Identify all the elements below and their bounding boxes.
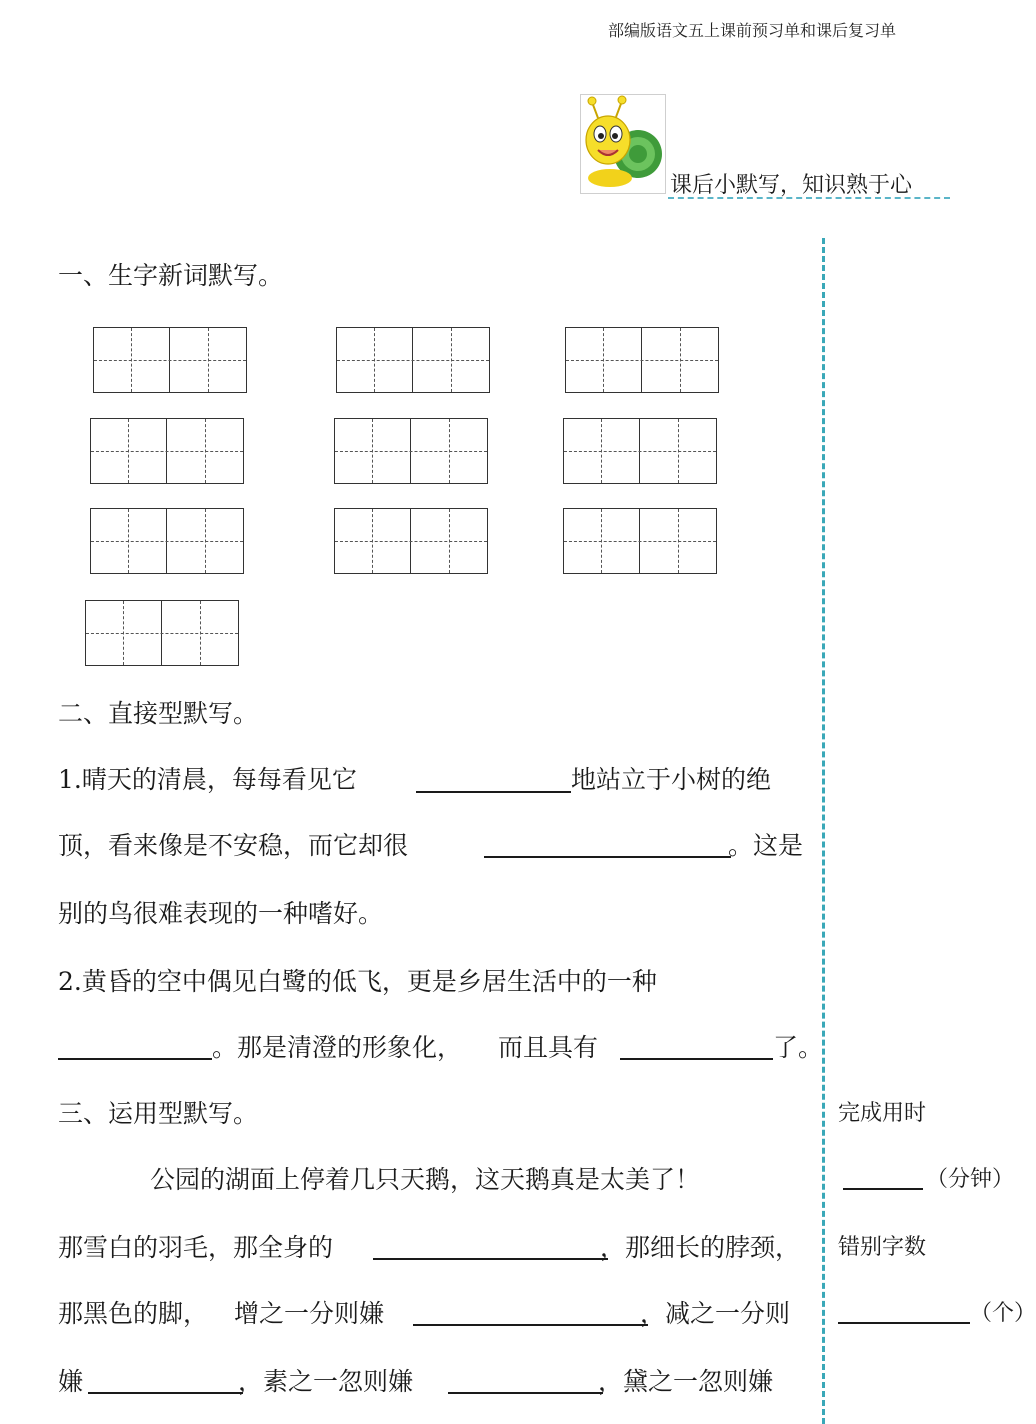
page-header: 部编版语文五上课前预习单和课后复习单	[608, 21, 897, 40]
answer-blank[interactable]	[620, 1058, 773, 1060]
snail-mascot-icon	[580, 94, 666, 194]
s3-text-d: 那黑色的脚，	[58, 1299, 209, 1328]
q1-text-b: 地站立于小树的绝	[571, 765, 772, 794]
s3-text-h: ，素之一忽则嫌	[238, 1367, 414, 1396]
character-grid-box[interactable]	[334, 418, 488, 484]
character-grid-box[interactable]	[563, 508, 717, 574]
character-grid-box[interactable]	[563, 418, 717, 484]
character-grid-box[interactable]	[565, 327, 719, 393]
answer-blank[interactable]	[58, 1058, 212, 1060]
errors-unit: （个）	[970, 1301, 1036, 1326]
q2-text-d: 了。	[773, 1033, 824, 1062]
s3-text-g: 嫌	[58, 1367, 84, 1396]
s3-text-f: ，减之一分则	[640, 1299, 791, 1328]
s3-text-b: 那雪白的羽毛，那全身的	[58, 1233, 334, 1262]
q1-text-d: 。这是	[728, 831, 804, 860]
q2-text-c: 而且具有	[498, 1033, 599, 1062]
section3-title: 三、运用型默写。	[58, 1099, 259, 1128]
q1-text-e: 别的鸟很难表现的一种嗜好。	[58, 899, 384, 928]
q2-text-b: 。那是清澄的形象化，	[212, 1033, 463, 1062]
answer-blank[interactable]	[88, 1392, 243, 1394]
s3-text-i: ，黛之一忽则嫌	[598, 1367, 774, 1396]
character-grid-box[interactable]	[90, 508, 244, 574]
s3-text-e: 增之一分则嫌	[234, 1299, 385, 1328]
time-unit: （分钟）	[926, 1167, 1015, 1192]
time-label: 完成用时	[838, 1101, 927, 1126]
character-grid-box[interactable]	[90, 418, 244, 484]
s3-text-a: 公园的湖面上停着几只天鹅，这天鹅真是太美了！	[150, 1165, 701, 1194]
q2-text-a: 2.黄昏的空中偶见白鹭的低飞，更是乡居生活中的一种	[58, 967, 657, 996]
q1-text-c: 顶，看来像是不安稳，而它却很	[58, 831, 409, 860]
character-grid-box[interactable]	[336, 327, 490, 393]
answer-blank[interactable]	[484, 856, 731, 858]
character-grid-box[interactable]	[85, 600, 239, 666]
s3-text-c: ，那细长的脖颈，	[600, 1233, 801, 1262]
errors-input-line[interactable]	[838, 1322, 970, 1324]
slogan-text: 课后小默写，知识熟于心	[670, 173, 913, 198]
answer-blank[interactable]	[448, 1392, 603, 1394]
answer-blank[interactable]	[373, 1258, 608, 1260]
slogan-underline	[668, 197, 950, 199]
section2-title: 二、直接型默写。	[58, 699, 259, 728]
character-grid-box[interactable]	[93, 327, 247, 393]
q1-text-a: 1.晴天的清晨，每每看见它	[58, 765, 357, 794]
section1-title: 一、生字新词默写。	[58, 261, 284, 290]
answer-blank[interactable]	[416, 791, 571, 793]
answer-blank[interactable]	[413, 1324, 648, 1326]
time-input-line[interactable]	[843, 1188, 923, 1190]
margin-divider	[822, 238, 825, 1424]
errors-label: 错别字数	[838, 1235, 927, 1260]
character-grid-box[interactable]	[334, 508, 488, 574]
